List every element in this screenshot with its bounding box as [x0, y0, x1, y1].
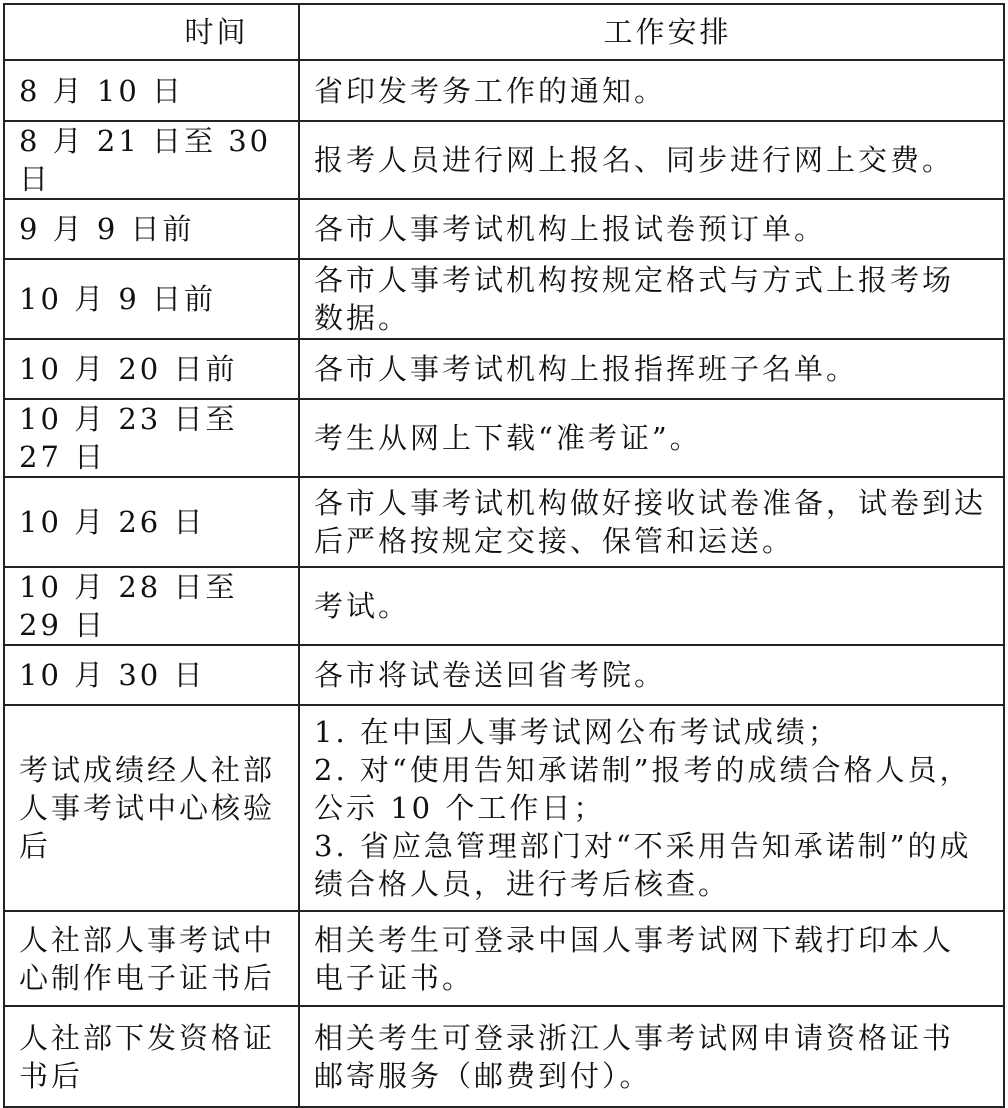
- task-text: 1. 在中国人事考试网公布考试成绩； 2. 对“使用告知承诺制”报考的成绩合格人员， 公示 10 个工作日； 3. 省应急管理部门对“不采用告知承诺制”的成 绩合格人员，进行考后核查。: [314, 715, 972, 901]
- table-row: [4, 567, 1004, 645]
- table-row: [4, 911, 1004, 1006]
- time-cell: [4, 705, 299, 911]
- table-body: [4, 60, 1004, 1107]
- table-row: [4, 705, 1004, 911]
- task-cell: [299, 477, 1004, 567]
- time-cell: 10 月 9 日前: [4, 259, 299, 339]
- task-cell: 各市人事考试机构上报指挥班子名单。: [299, 339, 1004, 399]
- time-cell: 8 月 10 日: [4, 60, 299, 121]
- task-cell: 报考人员进行网上报名、同步进行网上交费。: [299, 121, 1004, 199]
- time-cell: [4, 911, 299, 1006]
- table-row: [4, 1006, 1004, 1107]
- header-row: [4, 4, 1004, 60]
- task-cell: 考生从网上下载“准考证”。: [299, 399, 1004, 477]
- task-text: 各市人事考试机构做好接收试卷准备，试卷到达 后严格按规定交接、保管和运送。: [314, 486, 987, 558]
- task-cell: [299, 259, 1004, 339]
- table-row: [4, 477, 1004, 567]
- table-row: [4, 645, 1004, 705]
- time-cell: 10 月 30 日: [4, 645, 299, 705]
- header-time: 时间: [4, 4, 299, 60]
- task-cell: [299, 1006, 1004, 1107]
- header-task: 工作安排: [299, 4, 1004, 60]
- table-row: [4, 399, 1004, 477]
- time-text: 人社部人事考试中 心制作电子证书后: [19, 922, 276, 995]
- task-text: 相关考生可登录中国人事考试网下载打印本人 电子证书。: [314, 922, 955, 995]
- task-text: 各市人事考试机构按规定格式与方式上报考场 数据。: [314, 263, 955, 335]
- task-cell: 各市人事考试机构上报试卷预订单。: [299, 199, 1004, 259]
- table-row: [4, 199, 1004, 259]
- task-cell: [299, 911, 1004, 1006]
- table-row: [4, 259, 1004, 339]
- table-row: [4, 60, 1004, 121]
- time-cell: 8 月 21 日至 30 日: [4, 121, 299, 199]
- time-text: 人社部下发资格证 书后: [19, 1020, 276, 1093]
- time-cell: 10 月 20 日前: [4, 339, 299, 399]
- task-cell: [299, 705, 1004, 911]
- table-row: [4, 121, 1004, 199]
- time-cell: [4, 1006, 299, 1107]
- schedule-table: [3, 3, 1005, 1108]
- time-cell: 9 月 9 日前: [4, 199, 299, 259]
- time-cell: 10 月 28 日至 29 日: [4, 567, 299, 645]
- time-cell: 10 月 23 日至 27 日: [4, 399, 299, 477]
- task-cell: 省印发考务工作的通知。: [299, 60, 1004, 121]
- table-header: [4, 4, 1004, 60]
- time-cell: 10 月 26 日: [4, 477, 299, 567]
- task-cell: 各市将试卷送回省考院。: [299, 645, 1004, 705]
- time-text: 考试成绩经人社部 人事考试中心核验 后: [19, 753, 276, 863]
- table-row: [4, 339, 1004, 399]
- task-cell: 考试。: [299, 567, 1004, 645]
- task-text: 相关考生可登录浙江人事考试网申请资格证书 邮寄服务（邮费到付）。: [314, 1020, 955, 1093]
